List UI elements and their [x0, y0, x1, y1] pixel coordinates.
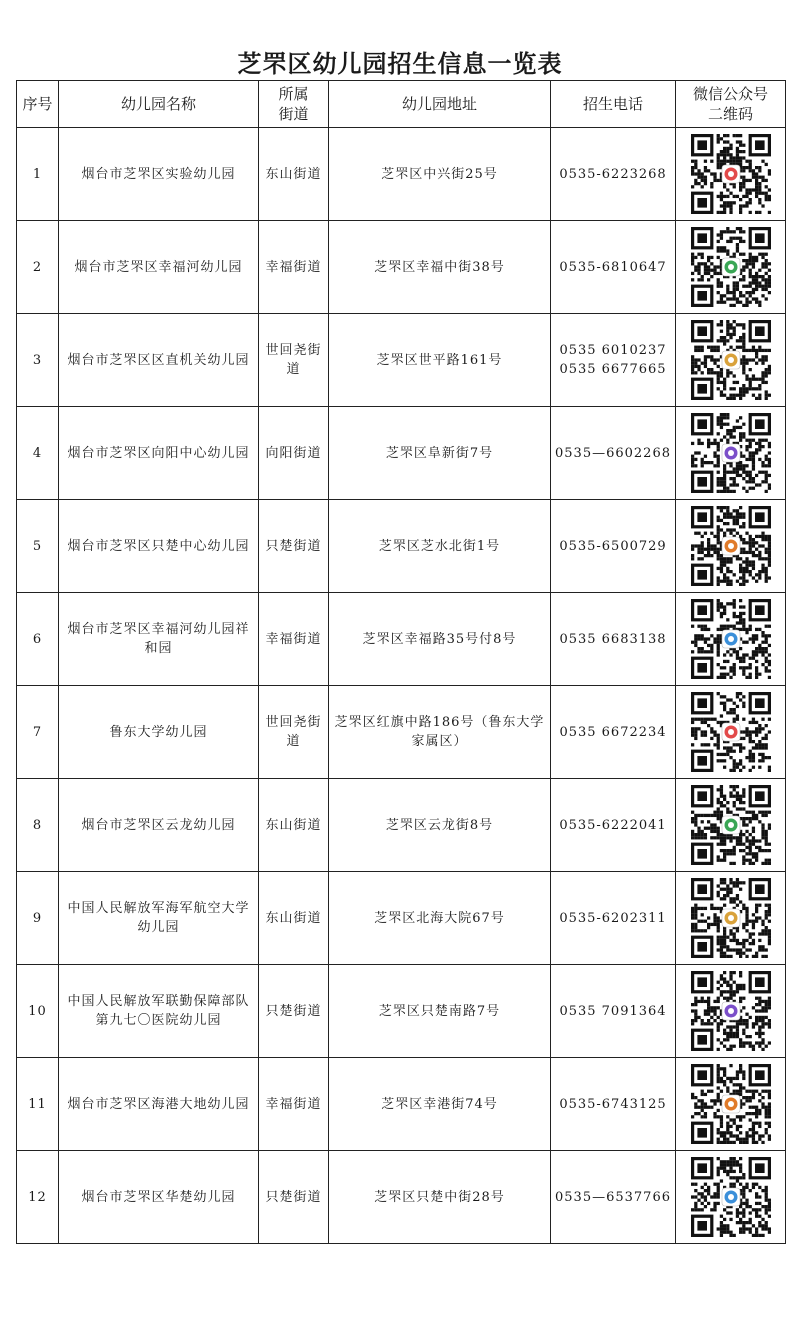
qr-code-icon: [691, 227, 771, 307]
table-row: [17, 686, 786, 779]
kindergarten-address: 芝罘区只楚中街28号: [329, 1151, 551, 1244]
wechat-qr-cell: [676, 1151, 786, 1244]
kindergarten-address: 芝罘区幸福路35号付8号: [329, 593, 551, 686]
phone-number: 0535-6222041: [559, 817, 667, 833]
qr-code-icon: [691, 692, 771, 772]
wechat-qr-cell: [676, 686, 786, 779]
qr-code-icon: [691, 878, 771, 958]
kindergarten-name: 烟台市芝罘区只楚中心幼儿园: [59, 500, 259, 593]
table-header-row: [17, 81, 786, 128]
kindergarten-address: 芝罘区阜新街7号: [329, 407, 551, 500]
street-name: 世回尧街道: [259, 686, 329, 779]
street-name: 幸福街道: [259, 593, 329, 686]
enrollment-phone: [551, 1151, 676, 1244]
table-row: [17, 221, 786, 314]
enrollment-table: [16, 80, 786, 1244]
qr-code-icon: [691, 599, 771, 679]
header-address: 幼儿园地址: [329, 81, 551, 128]
enrollment-phone: [551, 872, 676, 965]
enrollment-phone: [551, 128, 676, 221]
wechat-qr-cell: [676, 500, 786, 593]
header-street-line-1: 所属: [278, 85, 309, 103]
kindergarten-name: 烟台市芝罘区海港大地幼儿园: [59, 1058, 259, 1151]
wechat-qr-cell: [676, 128, 786, 221]
row-index: 6: [17, 593, 59, 686]
enrollment-phone: [551, 593, 676, 686]
qr-code-icon: [691, 1064, 771, 1144]
page-title: 芝罘区幼儿园招生信息一览表: [237, 50, 563, 78]
kindergarten-name: 烟台市芝罘区幸福河幼儿园: [59, 221, 259, 314]
street-name: 向阳街道: [259, 407, 329, 500]
wechat-qr-cell: [676, 779, 786, 872]
header-qr: [676, 81, 786, 128]
row-index: 10: [17, 965, 59, 1058]
row-index: 8: [17, 779, 59, 872]
row-index: 5: [17, 500, 59, 593]
enrollment-phone: [551, 500, 676, 593]
phone-number: 0535-6500729: [559, 538, 667, 554]
phone-number: 0535-6810647: [559, 259, 667, 275]
kindergarten-name: 烟台市芝罘区幸福河幼儿园祥和园: [59, 593, 259, 686]
street-name: 东山街道: [259, 872, 329, 965]
header-phone: 招生电话: [551, 81, 676, 128]
kindergarten-name: 鲁东大学幼儿园: [59, 686, 259, 779]
enrollment-phone: [551, 1058, 676, 1151]
row-index: 4: [17, 407, 59, 500]
kindergarten-address: 芝罘区幸港街74号: [329, 1058, 551, 1151]
kindergarten-address: 芝罘区世平路161号: [329, 314, 551, 407]
row-index: 1: [17, 128, 59, 221]
kindergarten-address: 芝罘区北海大院67号: [329, 872, 551, 965]
wechat-qr-cell: [676, 221, 786, 314]
table-body: [17, 128, 786, 1244]
qr-code-icon: [691, 971, 771, 1051]
street-name: 东山街道: [259, 779, 329, 872]
row-index: 11: [17, 1058, 59, 1151]
header-qr-line-1: 微信公众号: [692, 85, 768, 103]
wechat-qr-cell: [676, 965, 786, 1058]
row-index: 3: [17, 314, 59, 407]
street-name: 世回尧街道: [259, 314, 329, 407]
kindergarten-address: 芝罘区只楚南路7号: [329, 965, 551, 1058]
table-row: [17, 314, 786, 407]
table-row: [17, 593, 786, 686]
header-street-line-2: 街道: [278, 105, 309, 123]
wechat-qr-cell: [676, 314, 786, 407]
row-index: 2: [17, 221, 59, 314]
table-row: [17, 128, 786, 221]
table-row: [17, 965, 786, 1058]
qr-code-icon: [691, 320, 771, 400]
table-row: [17, 500, 786, 593]
street-name: 幸福街道: [259, 1058, 329, 1151]
header-qr-line-2: 二维码: [707, 105, 753, 123]
header-name: 幼儿园名称: [59, 81, 259, 128]
qr-code-icon: [691, 134, 771, 214]
phone-number: 0535 6672234: [559, 724, 667, 740]
qr-code-icon: [691, 1157, 771, 1237]
kindergarten-name: 烟台市芝罘区区直机关幼儿园: [59, 314, 259, 407]
enrollment-phone: [551, 779, 676, 872]
wechat-qr-cell: [676, 872, 786, 965]
phone-number: 0535 6677665: [559, 362, 667, 377]
qr-code-icon: [691, 785, 771, 865]
phone-number: 0535-6223268: [559, 166, 667, 182]
wechat-qr-cell: [676, 593, 786, 686]
kindergarten-address: 芝罘区中兴街25号: [329, 128, 551, 221]
row-index: 12: [17, 1151, 59, 1244]
street-name: 只楚街道: [259, 1151, 329, 1244]
wechat-qr-cell: [676, 1058, 786, 1151]
kindergarten-name: 中国人民解放军海军航空大学幼儿园: [59, 872, 259, 965]
wechat-qr-cell: [676, 407, 786, 500]
street-name: 东山街道: [259, 128, 329, 221]
phone-number: 0535 6010237: [559, 343, 667, 358]
kindergarten-name: 烟台市芝罘区华楚幼儿园: [59, 1151, 259, 1244]
header-index: 序号: [17, 81, 59, 128]
street-name: 只楚街道: [259, 500, 329, 593]
row-index: 7: [17, 686, 59, 779]
kindergarten-name: 烟台市芝罘区实验幼儿园: [59, 128, 259, 221]
enrollment-phone: [551, 221, 676, 314]
street-name: 只楚街道: [259, 965, 329, 1058]
kindergarten-address: 芝罘区云龙街8号: [329, 779, 551, 872]
phone-number: 0535-6743125: [559, 1096, 667, 1112]
kindergarten-name: 中国人民解放军联勤保障部队第九七〇医院幼儿园: [59, 965, 259, 1058]
phone-number: 0535—6537766: [555, 1189, 671, 1205]
enrollment-phone: [551, 314, 676, 407]
kindergarten-name: 烟台市芝罘区云龙幼儿园: [59, 779, 259, 872]
phone-number: 0535 7091364: [559, 1003, 667, 1019]
table-row: [17, 1151, 786, 1244]
table-row: [17, 872, 786, 965]
table-row: [17, 407, 786, 500]
table-row: [17, 1058, 786, 1151]
phone-number: 0535-6202311: [559, 910, 667, 926]
kindergarten-address: 芝罘区红旗中路186号（鲁东大学家属区）: [329, 686, 551, 779]
kindergarten-address: 芝罘区芝水北街1号: [329, 500, 551, 593]
enrollment-phone: [551, 965, 676, 1058]
kindergarten-name: 烟台市芝罘区向阳中心幼儿园: [59, 407, 259, 500]
enrollment-phone: [551, 407, 676, 500]
row-index: 9: [17, 872, 59, 965]
header-street: [259, 81, 329, 128]
table-row: [17, 779, 786, 872]
qr-code-icon: [691, 413, 771, 493]
qr-code-icon: [691, 506, 771, 586]
phone-number: 0535 6683138: [559, 631, 667, 647]
street-name: 幸福街道: [259, 221, 329, 314]
kindergarten-address: 芝罘区幸福中街38号: [329, 221, 551, 314]
enrollment-phone: [551, 686, 676, 779]
phone-number: 0535—6602268: [555, 445, 671, 461]
